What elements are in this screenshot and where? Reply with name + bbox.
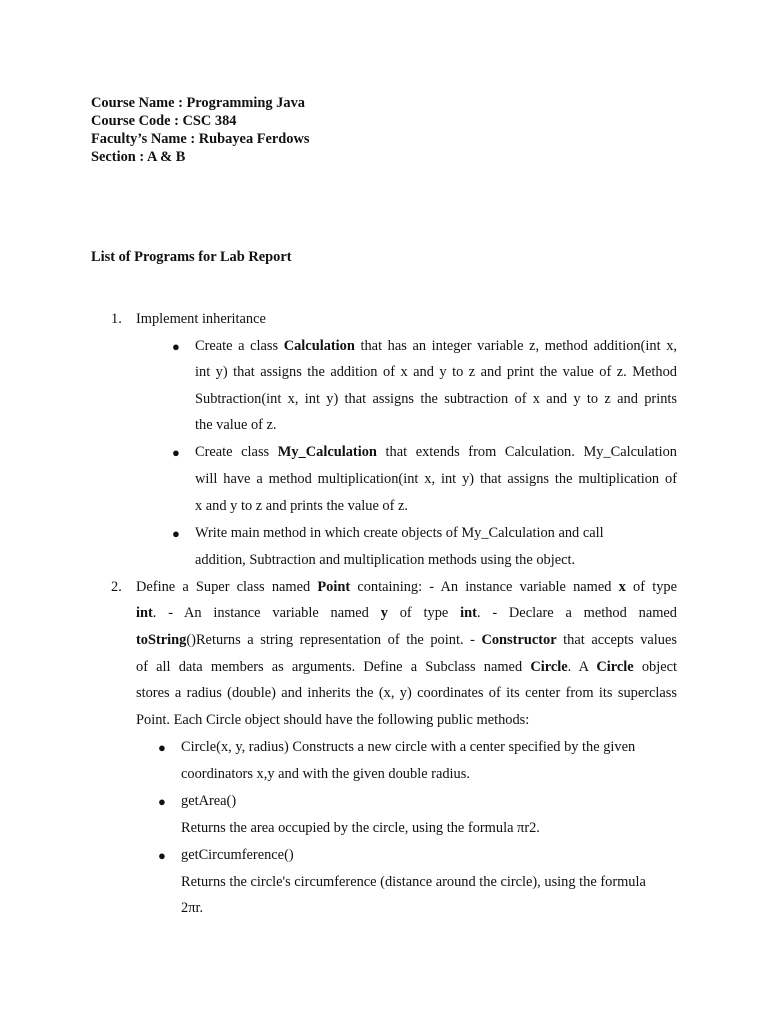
- bullet-icon: ●: [158, 794, 166, 809]
- item-1-number: 1.: [111, 311, 122, 327]
- course-header: [91, 94, 310, 166]
- item-2-line-1: Define a Super class named Point containing: - An instance variable named x of type: [136, 579, 677, 595]
- item-2-line-4: of all data members as arguments. Define a Subclass named Circle. A Circle object: [136, 659, 677, 675]
- bullet-icon: ●: [158, 848, 166, 863]
- item-2-number: 2.: [111, 579, 122, 595]
- item-2-line-3: toString()Returns a string representation of the point. - Constructor that accepts values: [136, 632, 677, 648]
- item-1-bullet-3-line-2: addition, Subtraction and multiplication methods using the object.: [195, 552, 576, 568]
- bullet-icon: ●: [158, 740, 166, 755]
- method-getarea-line-2: Returns the area occupied by the circle, using the formula πr2.: [181, 820, 540, 836]
- item-2-line-5: stores a radius (double) and inherits the (x, y) coordinates of its center from its superclass: [136, 685, 677, 701]
- list-title: List of Programs for Lab Report: [91, 249, 292, 265]
- method-circle-line-1: Circle(x, y, radius) Constructs a new circle with a center specified by the given: [181, 739, 636, 755]
- item-1-bullet-1-line-1: Create a class Calculation that has an integer variable z, method addition(int x,: [195, 338, 677, 354]
- method-getcircumference-line-1: getCircumference(): [181, 847, 294, 863]
- faculty-name: Faculty’s Name : Rubayea Ferdows: [91, 131, 310, 147]
- item-1-title: Implement inheritance: [136, 311, 266, 327]
- section: Section : A & B: [91, 149, 186, 165]
- bullet-icon: ●: [172, 526, 180, 541]
- item-1-bullet-3-line-1: Write main method in which create objects of My_Calculation and call: [195, 525, 604, 541]
- course-name: Course Name : Programming Java: [91, 95, 305, 111]
- method-getcircumference-line-2: Returns the circle's circumference (distance around the circle), using the formula: [181, 874, 646, 890]
- bullet-icon: ●: [172, 339, 180, 354]
- item-1-bullet-2-line-3: x and y to z and prints the value of z.: [195, 498, 408, 514]
- method-getcircumference-line-3: 2πr.: [181, 900, 204, 916]
- item-1-bullet-1-line-4: the value of z.: [195, 417, 277, 433]
- bullet-icon: ●: [172, 445, 180, 460]
- method-getarea-line-1: getArea(): [181, 793, 237, 809]
- item-2-line-6: Point. Each Circle object should have the following public methods:: [136, 712, 530, 728]
- item-1-bullet-1-line-3: Subtraction(int x, int y) that assigns the subtraction of x and y to z and prints: [195, 391, 677, 407]
- method-circle-line-2: coordinators x,y and with the given double radius.: [181, 766, 470, 782]
- item-1-bullet-2-line-1: Create class My_Calculation that extends from Calculation. My_Calculation: [195, 444, 677, 460]
- item-1-bullet-1-line-2: int y) that assigns the addition of x and y to z and print the value of z. Method: [195, 364, 677, 380]
- course-code: Course Code : CSC 384: [91, 113, 237, 129]
- item-2-line-2: int. - An instance variable named y of type int. - Declare a method named: [136, 605, 677, 621]
- item-1-bullet-2-line-2: will have a method multiplication(int x, int y) that assigns the multiplication of: [195, 471, 677, 487]
